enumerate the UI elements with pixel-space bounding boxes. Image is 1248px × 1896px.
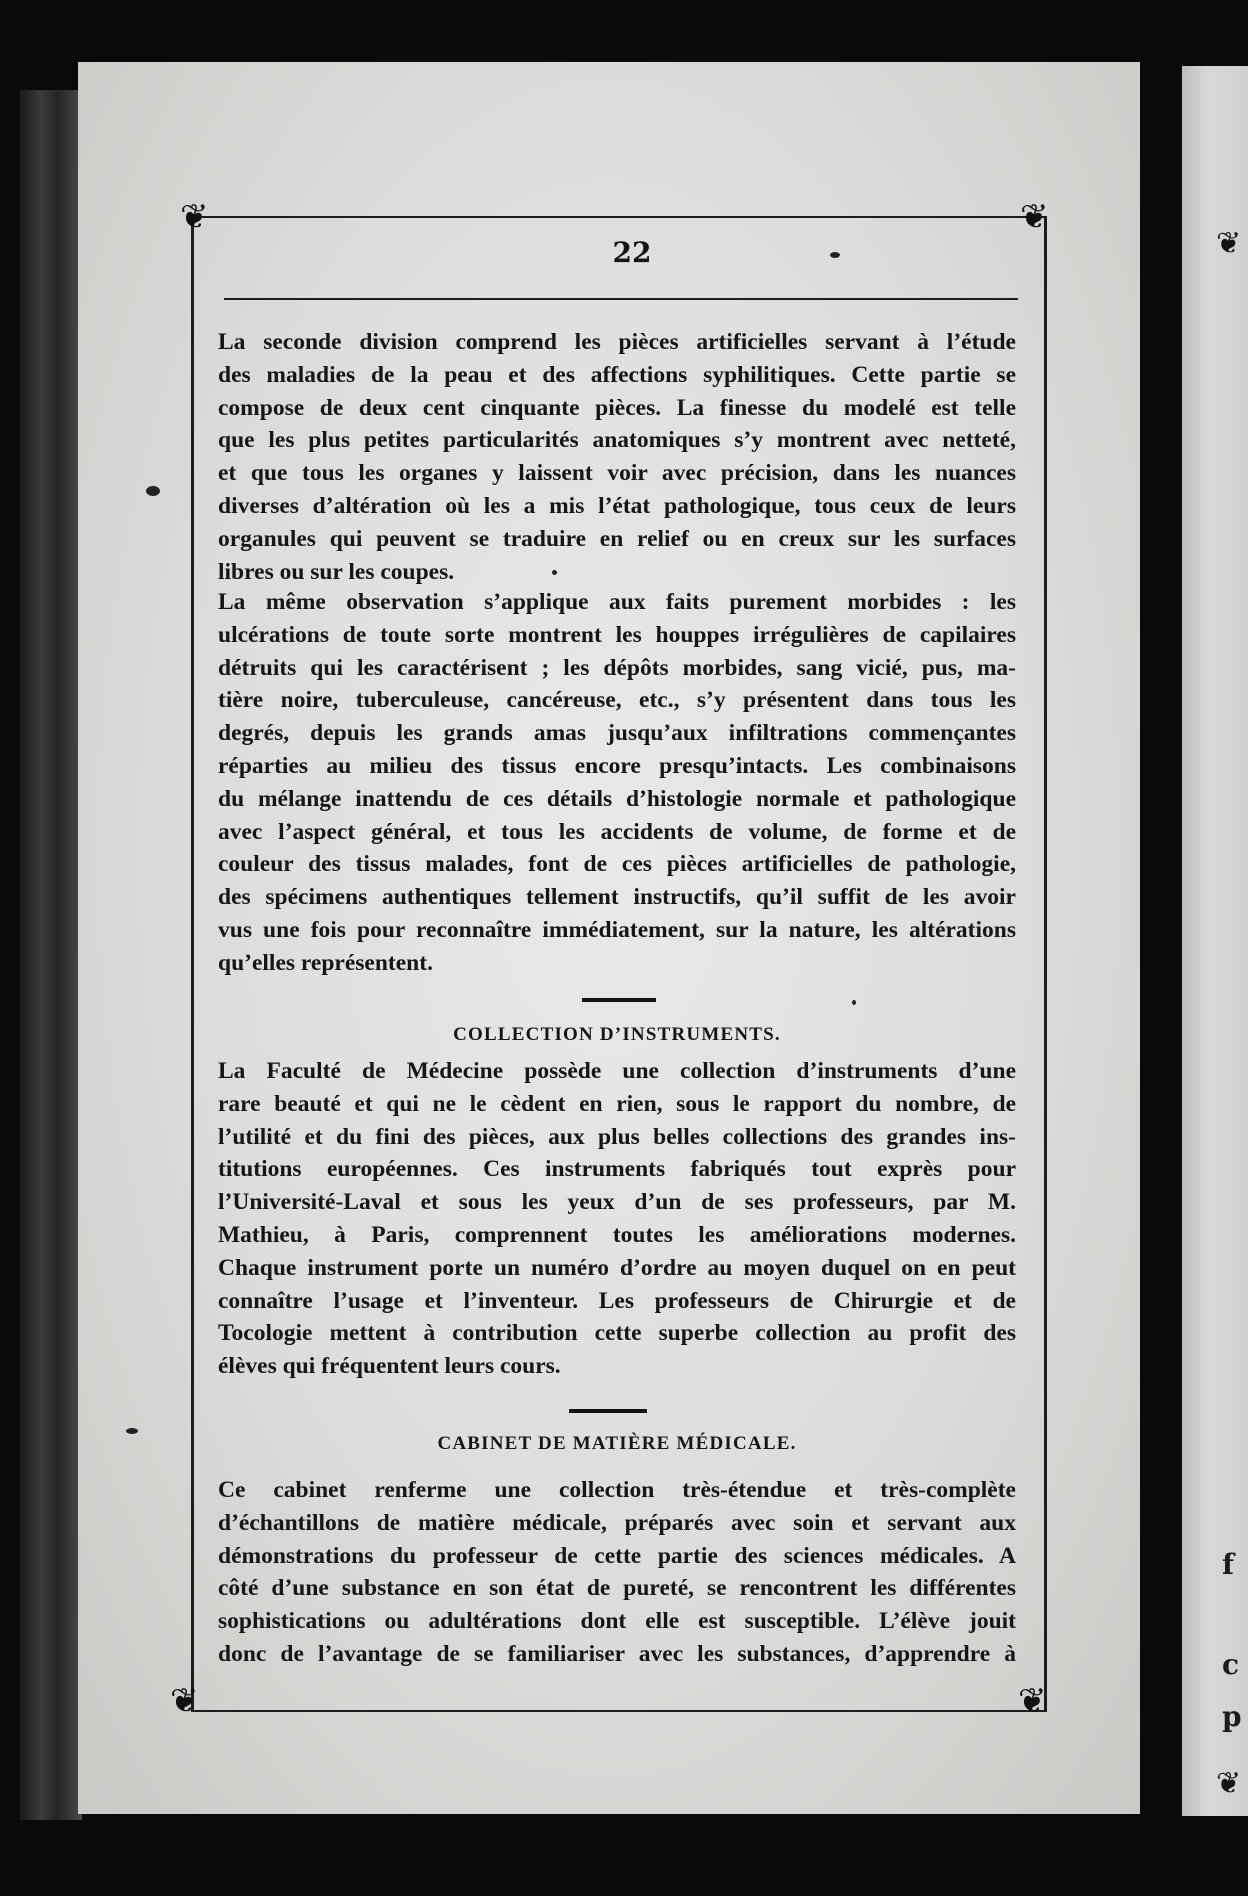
ink-speck bbox=[852, 1000, 856, 1005]
text-line: degrés, depuis les grands amas jusqu’aux infiltrations commençantes bbox=[218, 720, 1016, 747]
text-line: La seconde division comprend les pièces artificielles servant à l’étude bbox=[218, 329, 1016, 355]
ink-speck bbox=[126, 1428, 138, 1434]
text-line: libres ou sur les coupes. bbox=[218, 558, 455, 585]
text-line: démonstrations du professeur de cette partie des sciences médicales. A bbox=[218, 1542, 1016, 1569]
section-separator bbox=[582, 998, 656, 1002]
corner-ornament-icon: ❦ bbox=[170, 1681, 199, 1721]
text-line: Ce cabinet renferme une collection très-étendue et très-complète bbox=[218, 1477, 1016, 1503]
text-line: diverses d’altération où les a mis l’état pathologique, tous ceux de leurs bbox=[218, 492, 1016, 519]
facing-ornament-icon: ❦ bbox=[1216, 1766, 1242, 1801]
text-line: des spécimens authentiques tellement instructifs, qu’il suffit de les avoir bbox=[218, 884, 1016, 911]
book-spine-edge bbox=[20, 90, 82, 1820]
text-line: Tocologie mettent à contribution cette superbe collection au profit des bbox=[218, 1320, 1016, 1347]
text-line: Mathieu, à Paris, comprennent toutes les améliorations modernes. bbox=[218, 1221, 1016, 1248]
corner-ornament-icon: ❦ bbox=[1018, 1681, 1047, 1721]
paragraph-instruments bbox=[218, 1055, 1016, 1383]
ink-speck bbox=[830, 252, 840, 258]
text-line: organules qui peuvent se traduire en relief ou en creux sur les surfaces bbox=[218, 525, 1016, 552]
text-line: Chaque instrument porte un numéro d’ordre au moyen duquel on en peut bbox=[218, 1254, 1016, 1281]
text-line: l’Université-Laval et sous les yeux d’un de ses professeurs, par M. bbox=[218, 1189, 1016, 1216]
text-line: que les plus petites particularités anatomiques s’y montrent avec netteté, bbox=[218, 427, 1016, 454]
text-line: du mélange inattendu de ces détails d’histologie normale et pathologique bbox=[218, 785, 1016, 812]
section-separator bbox=[569, 1409, 647, 1413]
ink-speck bbox=[552, 570, 557, 575]
text-line: titutions européennes. Ces instruments fabriqués tout exprès pour bbox=[218, 1156, 1016, 1183]
text-line: tière noire, tuberculeuse, cancéreuse, etc., s’y présentent dans tous les bbox=[218, 687, 1016, 714]
text-line: ulcérations de toute sorte montrent les houppes irrégulières de capilaires bbox=[218, 621, 1016, 648]
text-line: détruits qui les caractérisent ; les dépôts morbides, sang vicié, pus, ma- bbox=[218, 654, 1016, 681]
facing-fragment: p bbox=[1222, 1700, 1242, 1733]
text-line: des maladies de la peau et des affections syphilitiques. Cette partie se bbox=[218, 361, 1016, 388]
text-line: côté d’une substance en son état de pureté, se rencontrent les différentes bbox=[218, 1575, 1016, 1602]
text-line: sophistications ou adultérations dont elle est susceptible. L’élève jouit bbox=[218, 1608, 1016, 1635]
facing-fragment: c bbox=[1222, 1648, 1240, 1681]
text-line: d’échantillons de matière médicale, préparés avec soin et servant aux bbox=[218, 1509, 1016, 1536]
running-head-rule bbox=[224, 298, 1018, 300]
text-line: compose de deux cent cinquante pièces. La finesse du modelé est telle bbox=[218, 394, 1016, 421]
frame-top-rule bbox=[194, 216, 1044, 218]
facing-ornament-icon: ❦ bbox=[1216, 226, 1242, 261]
corner-ornament-icon: ❦ bbox=[180, 197, 209, 237]
text-line: avec l’aspect général, et tous les accidents de volume, de forme et de bbox=[218, 818, 1016, 845]
text-line: couleur des tissus malades, font de ces pièces artificielles de pathologie, bbox=[218, 851, 1016, 878]
text-line: La Faculté de Médecine possède une collection d’instruments d’une bbox=[218, 1058, 1016, 1084]
text-line: vus une fois pour reconnaître immédiatement, sur la nature, les altérations bbox=[218, 916, 1016, 943]
text-line: réparties au milieu des tissus encore presqu’intacts. Les combinaisons bbox=[218, 752, 1016, 779]
text-line: rare beauté et qui ne le cèdent en rien, sous le rapport du nombre, de bbox=[218, 1090, 1016, 1117]
text-line: l’utilité et du fini des pièces, aux plus belles collections des grandes ins- bbox=[218, 1123, 1016, 1150]
text-line: et que tous les organes y laissent voir avec précision, dans les nuances bbox=[218, 460, 1016, 487]
frame-bottom-rule bbox=[194, 1710, 1044, 1712]
paragraph-morbid-facts bbox=[218, 586, 1016, 980]
text-line: connaître l’usage et l’inventeur. Les professeurs de Chirurgie et de bbox=[218, 1287, 1016, 1314]
facing-fragment: f bbox=[1222, 1548, 1235, 1581]
corner-ornament-icon: ❦ bbox=[1020, 197, 1049, 237]
text-line: La même observation s’applique aux faits purement morbides : les bbox=[218, 589, 1016, 615]
section-heading-materia-medica: CABINET DE MATIÈRE MÉDICALE. bbox=[437, 1433, 797, 1454]
ink-speck bbox=[146, 486, 160, 496]
text-line: donc de l’avantage de se familiariser avec les substances, d’apprendre à bbox=[218, 1640, 1016, 1667]
paragraph-materia-medica bbox=[218, 1474, 1016, 1671]
section-heading-instruments: COLLECTION D’INSTRUMENTS. bbox=[453, 1024, 781, 1045]
text-line: élèves qui fréquentent leurs cours. bbox=[218, 1353, 561, 1380]
text-line: qu’elles représentent. bbox=[218, 949, 433, 976]
paragraph-artificial-pieces bbox=[218, 326, 1016, 588]
facing-page-edge bbox=[1182, 66, 1248, 1816]
page-number: 22 bbox=[612, 236, 652, 269]
